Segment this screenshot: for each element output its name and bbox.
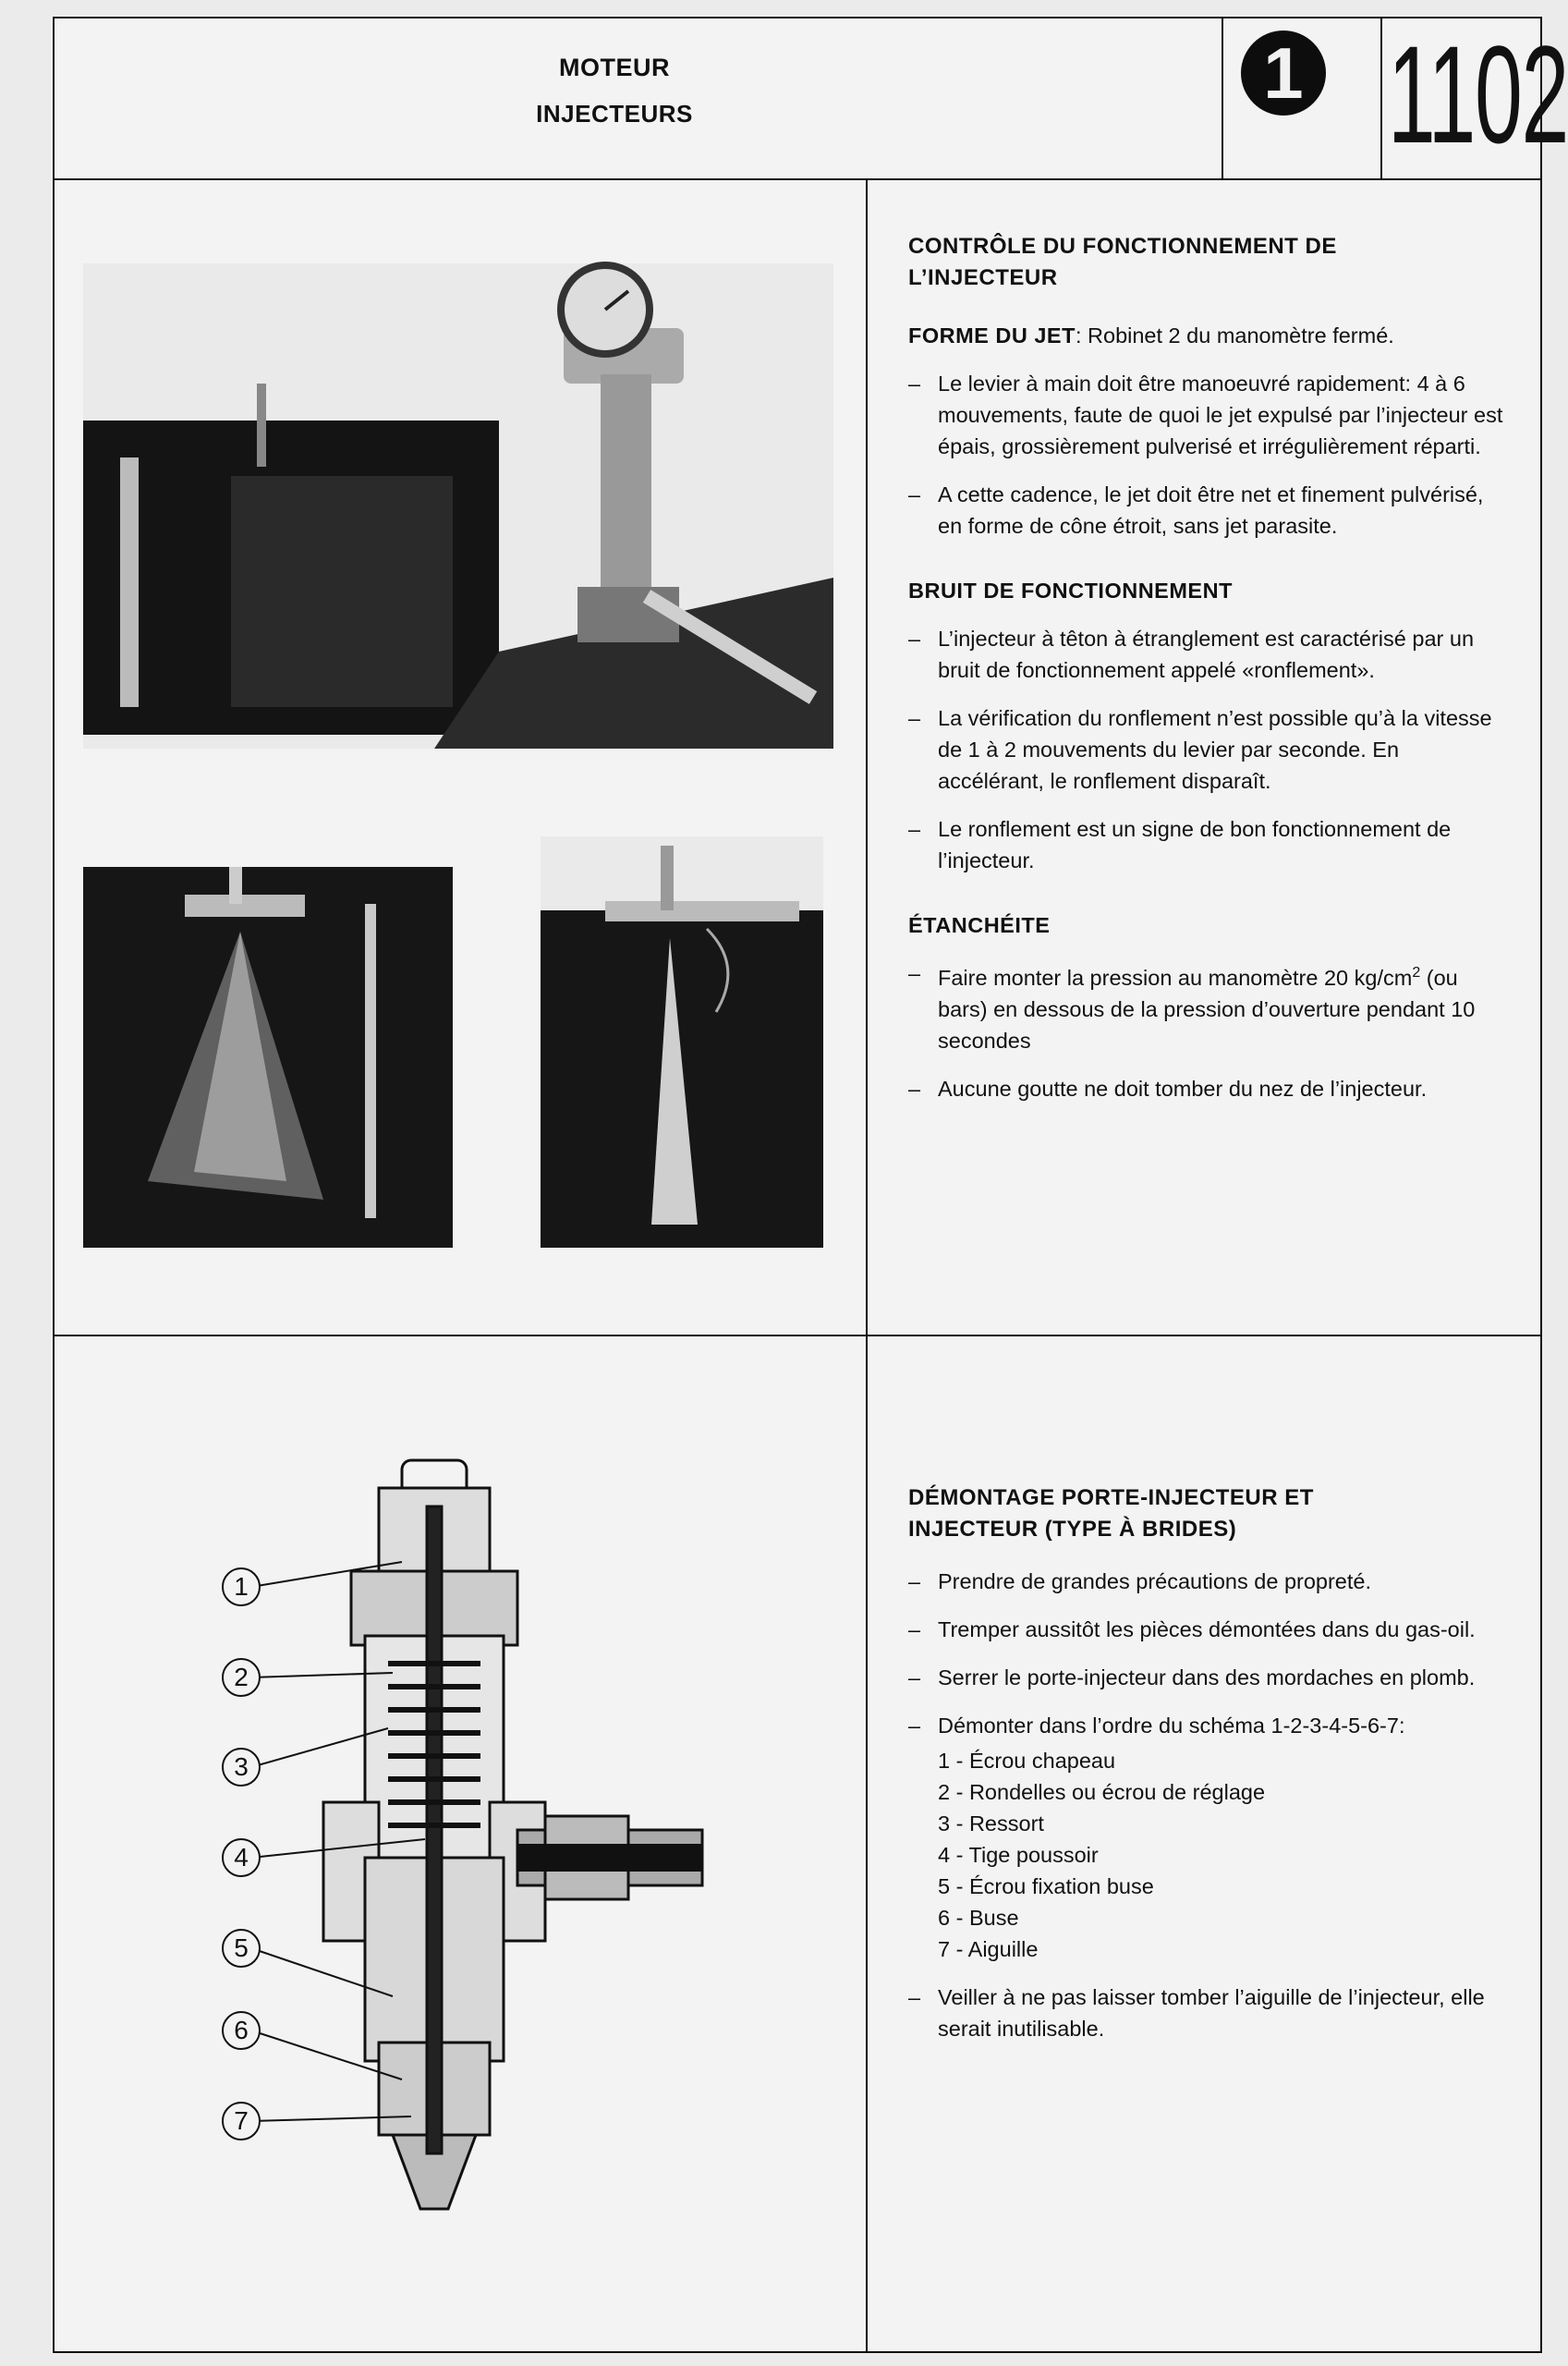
injector-cross-section (213, 1451, 758, 2237)
seal-heading: ÉTANCHÉITE (908, 913, 1051, 937)
callout-5: 5 (222, 1929, 261, 1968)
part-item: 7 - Aiguille (938, 1937, 1039, 1961)
section-disassembly-title: DÉMONTAGE PORTE-INJECTEUR ET INJECTEUR (TYPE À BRIDES) (908, 1485, 1314, 1542)
chapter-badge: 1 (1241, 30, 1326, 116)
list-item: – Faire monter la pression au manomètre 20 $kg/cm^2$ (ou bars) en dessous de la pression d’ouverture pendant 10 secondes (908, 961, 1476, 1053)
list-item: – Aucune goutte ne doit tomber du nez de l’injecteur. (908, 1076, 1428, 1101)
callout-2: 2 (222, 1658, 261, 1697)
callout-7: 7 (222, 2102, 261, 2140)
injector-diagram (213, 1451, 758, 2237)
list-item: – Prendre de grandes précautions de propreté. (908, 1569, 1372, 1593)
header-title: MOTEUR (559, 54, 670, 81)
header-badge-divider (1222, 17, 1223, 180)
header-page-divider (1380, 17, 1382, 180)
part-item: 3 - Ressort (938, 1811, 1044, 1835)
list-item: – Le ronflement est un signe de bon fonctionnement de l’injecteur. (908, 817, 1452, 872)
list-item: – L’injecteur à têton à étranglement est caractérisé par un bruit de fonctionnement appelé «ronflement». (908, 627, 1475, 682)
part-item: 6 - Buse (938, 1906, 1019, 1930)
list-item: – Démonter dans l’ordre du schéma 1-2-3-4-5-6-7: (908, 1714, 1405, 1738)
section-divider (53, 1335, 1542, 1336)
section-control (908, 231, 1509, 1121)
photo-spray-good (83, 867, 453, 1248)
list-item: – Veiller à ne pas laisser tomber l’aiguille de l’injecteur, elle serait inutilisable. (908, 1985, 1485, 2041)
callout-4: 4 (222, 1838, 261, 1877)
list-item: – La vérification du ronflement n’est possible qu’à la vitesse de 1 à 2 mouvements du levier par seconde. En accélérant, le ronflement disparaît. (908, 706, 1492, 793)
list-item: – Serrer le porte-injecteur dans des mordaches en plomb. (908, 1665, 1476, 1689)
page-number: 1102 (1388, 17, 1568, 172)
noise-heading: BRUIT DE FONCTIONNEMENT (908, 579, 1233, 603)
section-disassembly (908, 1482, 1509, 2061)
part-item: 4 - Tige poussoir (938, 1843, 1099, 1867)
header-divider (53, 178, 1542, 180)
part-item: 5 - Écrou fixation buse (938, 1874, 1154, 1898)
jet-heading: FORME DU JET: Robinet 2 du manomètre fermé. (908, 323, 1394, 348)
spray-cone-illustration (83, 867, 453, 1248)
list-item: – A cette cadence, le jet doit être net et finement pulvérisé, en forme de cône étroit, sans jet parasite. (908, 482, 1484, 538)
test-bench-illustration (83, 263, 833, 749)
callout-1: 1 (222, 1567, 261, 1606)
header-subtitle: INJECTEURS (536, 100, 693, 128)
callout-3: 3 (222, 1748, 261, 1787)
list-item: – Le levier à main doit être manoeuvré rapidement: 4 à 6 mouvements, faute de quoi le jet expulsé par l’injecteur est épais, grossièrement pulverisé et irrégulièrement réparti. (908, 372, 1503, 458)
photo-test-bench (83, 263, 833, 749)
spray-jet-illustration (541, 836, 823, 1248)
list-item: – Tremper aussitôt les pièces démontées dans du gas-oil. (908, 1617, 1476, 1641)
section-control-title: CONTRÔLE DU FONCTIONNEMENT DE L’INJECTEUR (908, 234, 1337, 290)
photo-spray-narrow (541, 836, 823, 1248)
callout-6: 6 (222, 2011, 261, 2050)
parts-list (908, 1745, 1509, 1965)
part-item: 1 - Écrou chapeau (938, 1749, 1116, 1773)
part-item: 2 - Rondelles ou écrou de réglage (938, 1780, 1266, 1804)
column-divider (866, 178, 868, 2353)
